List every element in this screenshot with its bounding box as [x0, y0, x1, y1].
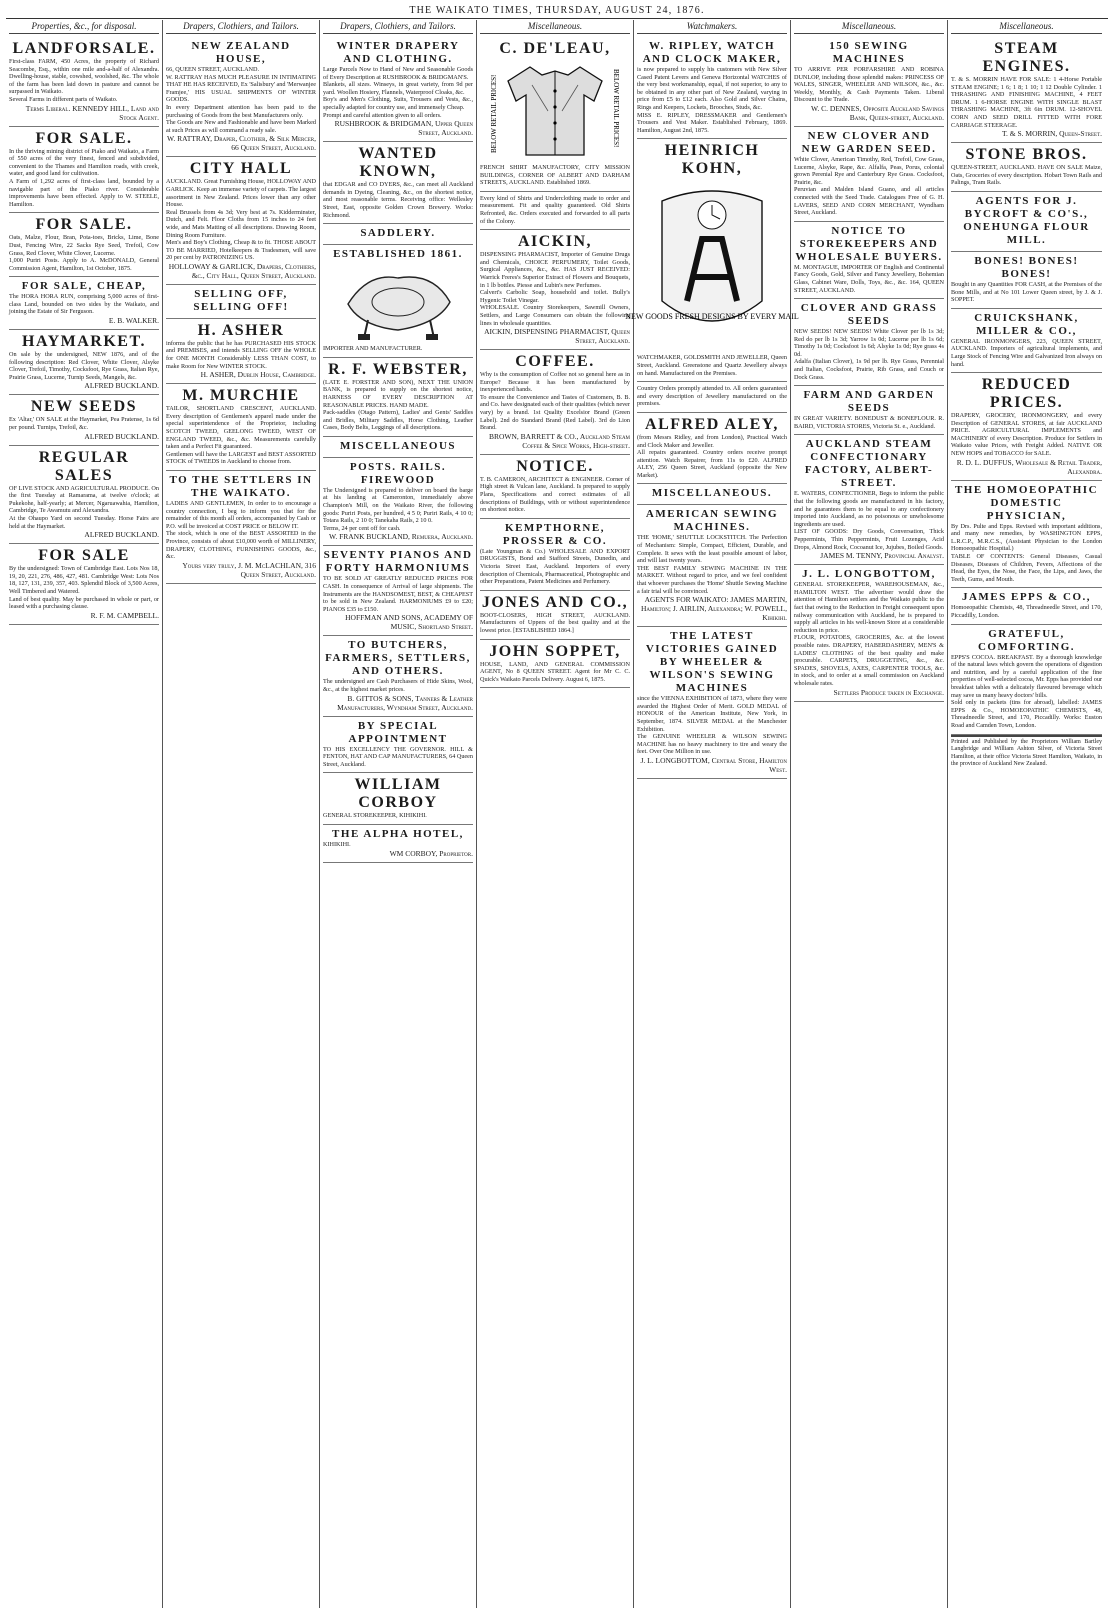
- ad-text: Real Brussels from 4s 3d; Very best at 7s. Kidderminster, Dutch, and Felt. Floor Cloths from 15 inches to 24 feet wide, and Mats Matting of all descriptions. Drawing Room, Dining Room Furniture.: [166, 208, 316, 239]
- advertisement: [166, 471, 316, 584]
- ad-text: Adalfa (Italian Clover), 1s 9d per lb. Rye Grass, Perennial and Italian, Cocksfoot, Prairie, Rib Grass, and Couch or Dock Grass.: [794, 358, 944, 381]
- ad-text: Large Parcels Now to Hand of New and Seasonable Goods of Every Description at RUSHBROOK & BRIDGMAN'S.: [323, 66, 473, 81]
- ad-text: In every Department attention has been paid to the purchasing of Goods from the best Manufacturers only.: [166, 103, 316, 119]
- ad-text: The Undersigned is prepared to deliver on board the barge at his landing at Cameronton, immediately above Champion's Mill, on the Waikato River, the following goods: Puriri Posts, per hundred, 4 5 0; Puriri Rails, 4 10 0; Totara Rails, 2 10 0; Tanekaha Rails, 2 10 0.: [323, 486, 473, 525]
- ad-text: TABLE OF CONTENTS: General Diseases, Casual Diseases, Diseases of Children, Fevers, Affections of the Head, the Eyes, the Nose, the Face, the Lips, and Jaws, the Teeth, Gums, and Mouth.: [951, 553, 1102, 583]
- ad-title: FOR SALE, CHEAP,: [21, 280, 147, 293]
- column-1: [6, 20, 163, 1608]
- ad-signature: ALFRED BUCKLAND.: [84, 381, 159, 391]
- ad-text: GENERAL IRONMONGERS, 223, QUEEN STREET, AUCKLAND. Importers of agricultural implements, and Large Stock of Fencing Wire and Galvanized Iron always on hand.: [951, 337, 1102, 368]
- ad-text: IMPORTER AND MANUFACTURER.: [323, 345, 423, 353]
- advertisement: [637, 413, 787, 485]
- ad-title: SELLING OFF, SELLING OFF!: [193, 287, 289, 313]
- ad-signature: HOFFMAN AND SONS, ACADEMY OF MUSIC, Shortland Street.: [345, 613, 473, 632]
- column-7: [948, 20, 1105, 1608]
- ad-title: W. RIPLEY, WATCH AND CLOCK MAKER,: [642, 40, 782, 65]
- ad-text: In the thriving mining district of Piako and Waikato, a Farm of 550 acres of the very finest, fenced and subdivided, convenient to the Thames and Hamilton roads, with creek, water, and good land for cultivation.: [9, 147, 159, 178]
- advertisement: [323, 773, 473, 825]
- advertisement: [794, 222, 944, 299]
- ad-signature: WM CORBOY, Proprietor.: [389, 848, 473, 858]
- ad-text: that EDGAR and CO DYERS, &c., can meet all Auckland demands in Dyeing, Cleaning, &c., on the shortest notice, and most reasonable terms. Receiving office: Wellesley Street, East, opposite Golden Crown Brewery. Works: Richmond.: [323, 181, 473, 219]
- advertisement: [323, 245, 473, 358]
- ad-text: WATCHMAKER, GOLDSMITH AND JEWELLER, Queen Street, Auckland. Greenstone and Quartz Jewellery always on hand. Manufactured on the Premises.: [637, 354, 787, 377]
- advertisement: [9, 446, 159, 545]
- ad-text: (LATE E. FORSTER AND SON), NEXT THE UNION BANK, is prepared to supply on the shortest notice, HARNESS OF EVERY DESCRIPTION AT REASONABLE PRICES. HAND MADE.: [323, 378, 473, 409]
- advertisement: [637, 382, 787, 413]
- ad-title: JAMES EPPS & CO.,: [961, 591, 1092, 604]
- ad-text: Prompt and careful attention given to all orders.: [323, 111, 442, 119]
- ad-title: THE HOMOEOPATHIC DOMESTIC PHYSICIAN,: [954, 483, 1099, 522]
- ad-text: Sold only in packets (tins for abroad), labelled: JAMES EPPS & Co., HOMOEOPATHIC CHEMISTS, 48, Threadneedle Street, and 170, Piccadilly. Works: Euston Road and Camden Town, London.: [951, 699, 1102, 729]
- ad-text: since the VIENNA EXHIBITION of 1873, where they were awarded the Highest Order of Merit. GOLD MEDAL of HONOUR of the American Institute, New York, in September, 1874. SILVER MEDAL at the Manchester Exhibition.: [637, 695, 787, 733]
- ad-signature: W. FRANK BUCKLAND, Remuera, Auckland.: [328, 532, 473, 542]
- ad-signature: ALFRED BUCKLAND.: [84, 530, 159, 540]
- ad-text: KIHIKIHI.: [323, 840, 351, 848]
- ad-text: Every kind of Shirts and Underclothing made to order and measurement. Fit and quality guaranteed. Old Shirts Refronted, &c. Orders executed and forwarded to all parts of the Colony.: [480, 194, 630, 225]
- advertisement: [480, 640, 630, 689]
- ad-text: informs the public that he has PURCHASED HIS STOCK and PREMISES, and intends SELLING OFF the WHOLE for ONE MONTH Considerably LESS THAN COST, to make Room for New WINTER STOCK.: [166, 339, 316, 370]
- ad-text: Ex 'Altar,' ON SALE at the Haymarket, Pea Pratense, 1s 6d per pound. Turnips, Trefoil, &c.: [9, 416, 159, 432]
- ad-text: BOOT-CLOSERS, HIGH STREET, AUCKLAND. Manufacturers of Uppers of the best quality and at the lowest price. [ESTABLISHED 1864.]: [480, 611, 630, 634]
- ad-signature: BROWN, BARRETT & CO., Auckland Steam Coffee & Spice Works, High-street.: [489, 431, 630, 450]
- ad-text: GENERAL STOREKEEPER, KIHIKIHI.: [323, 812, 427, 820]
- ad-text: First-class FARM, 450 Acres, the property of Richard Seacombe, Esq., within one mile and-a-half of Alexandra. Dwelling-house, stable, cowshed, woolshed, &c. The whole of the farm has been laid down in pasture and cannot be surpassed in Waikato.: [9, 58, 159, 96]
- column-heading: Drapers, Clothiers, and Tailors.: [323, 20, 473, 34]
- ad-title: ESTABLISHED 1861.: [333, 248, 463, 261]
- advertisement: [951, 309, 1102, 373]
- ad-title: 150 SEWING MACHINES: [829, 40, 909, 65]
- advertisement: [323, 636, 473, 716]
- ad-text: Peruvian and Malden Island Guano, and all articles connected with the Seed Trade. Catalogues Free of G. H. LAVERS, SEED AND CORN MERCHANT, Wyndham Street, Auckland.: [794, 186, 944, 217]
- ad-title: C. DE'LEAU,: [499, 40, 611, 57]
- ad-title: WINTER DRAPERY AND CLOTHING.: [336, 40, 460, 65]
- column-3: [320, 20, 477, 1608]
- ad-title: WANTED KNOWN,: [358, 145, 438, 181]
- ad-text: (Late Youngman & Co.) WHOLESALE AND EXPORT DRUGGISTS, Bond and Stafford Streets, Dunedin, and Victoria Street East, Auckland. Importers of every description of Chemicals, Pharmaceutical, Photographic and other Preparations, Patent Medicines and Perfumery.: [480, 547, 630, 586]
- ad-title: FOR SALE.: [35, 216, 133, 234]
- advertisement: [794, 386, 944, 435]
- advertisement: [794, 127, 944, 222]
- ad-text: AUCKLAND. Great Furnishing House, HOLLOWAY AND GARLICK. Keep an immense variety of carpets. The largest assortment in New Zealand. Prices lower than any other House.: [166, 178, 316, 209]
- ad-text: Calvert's Carbolic Soap, household and toilet. Bully's Hygenic Toilet Vinegar.: [480, 289, 630, 304]
- ad-title: AICKIN,: [517, 233, 593, 251]
- ad-text: All repairs guaranteed. Country orders receive prompt attention. Watch Repairer, from 11s to £20. ALFRED ALEY, 256 Queen Street, Auckland (opposite the New Market).: [637, 449, 787, 479]
- ad-text: EPPS'S COCOA. BREAKFAST. By a thorough knowledge of the natural laws which govern the operations of digestion and nutrition, and by a careful application of the fine properties of well-selected cocoa, Mr. Epps has provided our breakfast tables with a delicately flavoured beverage which may save us many heavy doctors' bills.: [951, 653, 1102, 699]
- ad-text: LADIES AND GENTLEMEN, In order to to encourage a country connection, I beg to inform you that for the remainder of this month all orders, accompanied by Cash or P.O. will be invoiced at COST PRICE or BELOW IT.: [166, 500, 316, 530]
- advertisement: [794, 565, 944, 701]
- newspaper-page: [6, 4, 1108, 1608]
- advertisement: [323, 142, 473, 224]
- column-heading: Miscellaneous.: [951, 20, 1102, 34]
- advertisement: [166, 384, 316, 471]
- ad-text: To ensure the Convenience and Tastes of Customers, B. B. and Co. have designated each of their qualities (which never vary) by a brand. 1st Quality Excelsior Brand (Green Label). 2nd do Standard Brand (Red Label). 3rd do Lion Brand.: [480, 393, 630, 432]
- ad-text: TAILOR, SHORTLAND CRESCENT, AUCKLAND. Every description of Gentlemen's apparel made under the special superintendence of the Proprietor, including SCOTCH TWEED, GEELONG TWEED, WEST OF ENGLAND TWEED, &c., &c. Measurements carefully taken and a Perfect Fit guaranteed.: [166, 405, 316, 451]
- ad-signature: E. B. WALKER.: [108, 316, 159, 326]
- ad-text: Men's and Boy's Clothing, Cheap & to fit. THOSE ABOUT TO BE MARRIED, Hotelkeepers & Tradesmen, will save 20 per cent by PATRONIZING US.: [166, 239, 316, 262]
- ad-text: Country Orders promptly attended to. All orders guaranteed and every description of Jewellery manufactured on the premises.: [637, 385, 787, 408]
- ad-text: TO BE SOLD AT GREATLY REDUCED PRICES FOR CASH. In consequence of Arrival of large shipments. The Instruments are the HANDSOMEST, BEST, & CHEAPEST to be sold in New Zealand. HARMONIUMS £9 to £20; PIANOS £35 to £150.: [323, 575, 473, 613]
- ad-text: Land of best quality. May be purchased in whole or part, or leased with a purchasing clause.: [9, 595, 159, 611]
- advertisement: [951, 588, 1102, 624]
- ad-text: The GENUINE WHEELER & WILSON SEWING MACHINE has no heavy machinery to tire and weary the feet. Over One Million in use.: [637, 733, 787, 756]
- ad-text: The undersigned are Cash Purchasers of Hide Skins, Wool, &c., at the highest market prices.: [323, 678, 473, 693]
- column-heading: Drapers, Clothiers, and Tailors.: [166, 20, 316, 34]
- ad-text: The Goods are New and Fashionable and have been Marked at such Prices as will command a ready sale.: [166, 119, 316, 134]
- ad-signature: W. C. DENNES, Opposite Auckland Savings Bank, Queen-street, Auckland.: [811, 103, 944, 122]
- ad-title: NEW SEEDS: [30, 398, 138, 416]
- ad-title: NEW ZEALAND HOUSE,: [191, 40, 291, 65]
- ad-text: HOUSE, LAND, AND GENERAL COMMISSION AGENT, No 8 QUEEN STREET. Agent for Mr C. C. Quick's Waikato Parcels Delivery. August 6, 1875.: [480, 660, 630, 683]
- advertisement: [9, 277, 159, 330]
- advertisement: [794, 299, 944, 386]
- advertisement: [9, 330, 159, 395]
- ad-title: FOR SALE: [38, 547, 130, 565]
- ad-title: NEW CLOVER AND NEW GARDEN SEED.: [801, 129, 937, 155]
- ad-text: T. B. CAMERON, ARCHITECT & ENGINEER. Corner of High street & Vulcan lane, Auckland. Is prepared to supply Plans, Specifications and correct estimates of all descriptions of Buildings, with or without superintendence on shortest notice.: [480, 475, 630, 514]
- ad-text: The stock, which is one of the BEST ASSORTED in the Province, consists of about £10,000 worth of MILLINERY, DRAPERY, CLOTHING, FURNISHING GOODS, &c., &c.: [166, 530, 316, 561]
- ad-title: WILLIAM CORBOY: [354, 776, 442, 812]
- column-heading: Miscellaneous.: [794, 20, 944, 34]
- advertisement: [951, 192, 1102, 252]
- ad-text: LIST OF GOODS: Dry Goods, Conversation, Thick Peppermints, Thin Peppermints, Fruit Lozenges, Acid Drops, Almond Rock, Cocoanut Ice, Jujubes, Boiled Goods.: [794, 528, 944, 551]
- advertisement: [951, 143, 1102, 192]
- advertisement: [166, 319, 316, 384]
- ad-text: TO ARRIVE PER FORFARSHIRE AND ROBINA DUNLOP, including those splendid makes: PRINCESS OF WALES, SINGER, WHEELER AND WILSON, &c., &c. Weekly, Monthly, & Cash Payments Taken. Liberal Discount to the Trade.: [794, 66, 944, 104]
- ad-text: Boy's and Men's Clothing, Suits, Trousers and Vests, &c., specially adapted for country use, and immensely Cheap.: [323, 96, 473, 111]
- ad-title: BONES! BONES! BONES!: [974, 254, 1079, 280]
- ad-title: COFFEE.: [515, 353, 595, 371]
- ad-text: By Drs. Pulte and Epps. Revised with important additions, and many new remedies, by WASHINGTON EPPS, L.R.C.P., M.R.C.S., (Assistant Physician to the London Homoeopathic Hospital.): [951, 522, 1102, 553]
- shirt-illustration: [490, 61, 620, 161]
- ad-text: FLOUR, POTATOES, GROCERIES, &c. at the lowest possible rates. DRAPERY, HABERDASHERY, MEN'S & LADIES' CLOTHING of the best quality and make procurable. CARPETS, DRUGGETING, &c., &c. SPADES, SHOVELS, AXES, CARPENTER TOOLS, &c. in stock, and to order at a small commission on Auckland wholesale rates.: [794, 634, 944, 687]
- ad-title: LANDFORSALE.: [12, 40, 156, 57]
- ad-title: ALFRED ALEY,: [645, 415, 779, 433]
- ad-signature: R. D. L. DUFFUS, Wholesale & Retail Trader, Alexandra.: [956, 457, 1102, 476]
- advertisement: [794, 435, 944, 565]
- ad-title: MISCELLANEOUS: [339, 439, 457, 452]
- ad-signature: ALFRED BUCKLAND.: [84, 431, 159, 441]
- ad-text: On sale by the undersigned, NEW 1876, and of the following description: Red Clover, White Clover, Alsyke Clover, Trefoil, Timothy, Cocksfoot, Rye Grass, Italian Rye, Prairie Grass, Lucerne, Turnip Seeds, Mangels, &c.: [9, 351, 159, 381]
- ad-text: Terms, 24 per cent off for cash.: [323, 524, 401, 532]
- ad-title: STEAM ENGINES.: [982, 40, 1071, 75]
- advertisement: [951, 37, 1102, 143]
- ad-title: JOHN SOPPET,: [489, 642, 621, 660]
- ad-text: 1,000 Puriri Posts. Apply to A. McDONALD, General Commission Agent, Hamilton, 1st October, 1875.: [9, 257, 159, 272]
- advertisement: [323, 437, 473, 458]
- advertisement: [9, 37, 159, 127]
- advertisement: [9, 395, 159, 445]
- advertisement: [480, 350, 630, 455]
- advertisement: [166, 285, 316, 319]
- ad-title: J. L. LONGBOTTOM,: [802, 568, 936, 581]
- ad-title: THE LATEST VICTORIES GAINED BY WHEELER & WILSON'S SEWING MACHINES: [645, 630, 779, 695]
- ad-title: NOTICE.: [516, 457, 594, 475]
- ad-text: is now prepared to supply his customers with New Silver Cased Patent Levers and Geneva Horizontal WATCHES of the very best workmanship, equal, if not superior, to any to be obtained in any other part of New Zealand, varying in price from £5 to £12 each. Also Gold and Silver Chains, Rings and Keepers, Lockets, Brooches, Studs, &c.: [637, 66, 787, 111]
- advertisement: [323, 224, 473, 245]
- ad-signature: AICKIN, DISPENSING PHARMACIST, Queen Street, Auckland.: [484, 327, 630, 346]
- ad-text: 66, QUEEN STREET, AUCKLAND.: [166, 66, 260, 73]
- ad-title: MISCELLANEOUS.: [651, 487, 773, 500]
- advertisement: [323, 358, 473, 437]
- ad-text: THE BEST FAMILY SEWING MACHINE IN THE MARKET. Without regard to price, and we feel confident that whoever purchases the 'Home' Shuttle Sewing Machine a fair trial will be convinced.: [637, 564, 787, 595]
- advertisement: [794, 37, 944, 127]
- ad-text: FRENCH SHIRT MANUFACTORY, CITY MISSION BUILDINGS, CORNER OF ALBERT AND DARHAM STREETS, AUCKLAND. Established 1869.: [480, 164, 630, 187]
- ad-title: REGULAR SALES: [38, 448, 130, 484]
- ad-text: MISS E. RIPLEY, DRESSMAKER and Gentlemen's Trousers and Vest Maker. Established February, 1869. Hamilton, August 2nd, 1875.: [637, 111, 787, 134]
- ad-text: DISPENSING PHARMACIST, Importer of Genuine Drugs and Chemicals, CHOICE PERFUMERY, Toilet Goods, Surgical Appliances, &c., &c. HAS JUST RECEIVED: Warrick Freres's Superior Extract of Flowers and Bouquets, in 1 lb bottles. Piesse and Lubin's new Perfumes.: [480, 251, 630, 289]
- ad-title: KEMPTHORNE, PROSSER & CO.: [502, 521, 608, 547]
- advertisement: [480, 230, 630, 350]
- advertisement: [323, 546, 473, 636]
- ad-title: NOTICE TO STOREKEEPERS AND WHOLESALE BUYERS.: [795, 224, 943, 263]
- ad-text: White Clover, American Timothy, Red, Trefoil, Cow Grass, Lucerne, Alsyke, Rape, &c. Alfalfa, Peas, Porus, colonial grown Perenial Rye and Canterbury Rye Grass. Cocksfoot, Prairie, &c.: [794, 155, 944, 186]
- ad-text: Bought in any Quantities FOR CASH, at the Premises of the Bone Mills, and at No 101 Lower Queen street, by J. & J. SOPPET.: [951, 280, 1102, 304]
- ad-title: R. F. WEBSTER,: [328, 360, 468, 378]
- ad-text: The HORA HORA RUN, comprising 5,000 acres of first-class Land, bounded on two sides by the Waikato, and joining the Estate of Sir Ferguson.: [9, 293, 159, 316]
- column-2: [163, 20, 320, 1608]
- ad-title: M. MURCHIE: [182, 387, 300, 405]
- ad-text: TO HIS EXCELLENCY THE GOVERNOR. HILL & FENTON, HAT AND CAP MANUFACTURERS, 64 Queen Street, Auckland.: [323, 745, 473, 768]
- ad-signature: R. F. M. CAMPBELL.: [90, 610, 159, 620]
- ad-text: Why is the consumption of Coffee not so general here as in Europe? Because it has been manufactured by inexperienced hands.: [480, 371, 630, 394]
- ad-title: GRATEFUL, COMFORTING.: [977, 627, 1076, 653]
- side-caption-right: BELOW RETAIL PRICES!: [612, 69, 620, 148]
- ad-signature: Terms Liberal. KENNEDY HILL, Land and Stock Agent.: [25, 103, 159, 122]
- ad-text: GENERAL STOREKEEPER, WAREHOUSEMAN, &c., HAMILTON WEST. The advertiser would draw the attention of Hamilton settlers and the Waikato public to the fact that owing to the Reduction in Freight consequent upon railway communication with Auckland, he is prepared to supply all articles in his well-known Store at a considerable reduction in price.: [794, 581, 944, 634]
- advertisement: [9, 544, 159, 625]
- column-heading: Watchmakers.: [637, 20, 787, 34]
- ad-title: AMERICAN SEWING MACHINES.: [645, 508, 779, 534]
- ad-text: THE 'HOME,' SHUTTLE LOCKSTITCH. The Perfection of Mechanism: Simple, Compact, Efficient, Durable, and Complete. It sews with the least possible amount of labor, and will last twenty years.: [637, 534, 787, 565]
- column-heading: Miscellaneous.: [480, 20, 630, 34]
- ad-title: H. ASHER: [197, 321, 285, 339]
- ad-text: IN GREAT VARIETY. BONEDUST & BONEFLOUR. R. BAIRD, VICTORIA STORES, Victoria St. e., Auckland.: [794, 415, 944, 430]
- ad-signature: T. & S. MORRIN, Queen-Street.: [1002, 129, 1102, 139]
- ad-title: CLOVER AND GRASS SEEDS: [800, 302, 938, 328]
- ad-text: M. MONTAGUE, IMPORTER OF English and Continental Fancy Goods, Gold, Silver and Fancy Jewellery, Bohemian Glass, Cabinet Ware, Dolls, Toys, &c., &c. 164, QUEEN STREET, AUCKLAND.: [794, 263, 944, 294]
- column-5: [625, 20, 799, 1608]
- ad-signature: Settlers Produce taken in Exchange.: [833, 687, 944, 697]
- ad-title: TO BUTCHERS, FARMERS, SETTLERS, AND OTHERS.: [325, 639, 471, 678]
- ad-text: T. & S. MORRIN HAVE FOR SALE: 1 4-Horse Portable STEAM ENGINE; 1 6; 1 8; 1 10; 1 12 Double Cylinder. 1 THRASHING AND FINISHING MACHINE, 4 FEET DRUM. 1 6-HORSE ENGINE WITH SINGLE BLAST THRASHING MACHINE, 3ft 6in DRUM. 12-SHOVEL CORN AND SEED DRILL FITTED WITH FORE CARRIAGE STEERAGE.: [951, 76, 1102, 129]
- publisher-imprint: Printed and Published by the Proprietors William Bartley Langbridge and William Ashton Silver, of Victoria Street Hamilton, at their office Victoria Street Hamilton, Waikato, in the province of Auckland New Zealand.: [951, 735, 1102, 769]
- ad-signature: B. GITTOS & SONS, Tanners & Leather Manufacturers, Wyndham Street, Auckland.: [337, 693, 473, 712]
- ad-signature: AGENTS FOR WAIKATO: JAMES MARTIN, Hamilton; J. AIRLIN, Alexandra; W. POWELL, Kihikihi.: [640, 595, 787, 623]
- ad-text: OF LIVE STOCK AND AGRICULTURAL PRODUCE. On the first Tuesday at Ramarama, at twelve o'clock; at Pukekohe, half-yearly; at Mercer, Ngaruawahia, Hamilton, Cambridge, Te Awamutu and Alexandra.: [9, 484, 159, 515]
- advertisement: [951, 625, 1102, 735]
- advertisement: [951, 481, 1102, 589]
- ad-title: CITY HALL: [189, 160, 293, 178]
- ad-text: A Farm of 1,292 acres of first-class land, bounded by a navigable part of the Piako river. Considerable improvements have been effected. Apply to W. STEELE, Hamilton.: [9, 177, 159, 208]
- ad-title: CRUICKSHANK, MILLER & CO.,: [974, 311, 1079, 337]
- ad-text: Pack-saddles (Otago Pattern), Ladies' and Gents' Saddles and Bridles, Military Saddles, Horse Clothing, Leather Cases, Body Belts, Leggings of all descriptions.: [323, 409, 473, 432]
- advertisement: [480, 192, 630, 230]
- advertisement: [323, 37, 473, 142]
- column-4: [477, 20, 634, 1608]
- advertisement: [323, 825, 473, 863]
- ad-signature: JAMES M. TENNY, Provincial Analyst.: [820, 551, 944, 561]
- ad-text: (from Messrs Ridley, and from London), Practical Watch and Clock Maker and Jeweller.: [637, 433, 787, 449]
- ad-title: TO THE SETTLERS IN THE WAIKATO.: [169, 474, 313, 499]
- ad-text: By the undersigned: Town of Cambridge East. Lots Nos 18, 19, 20, 221, 276, 486, 427, 481. Cambridge West: Lots Nos 18, 127, 131, 239, 357, 403. Splendid Block of 3,500 Acres, Well Timbered and Watered.: [9, 565, 159, 595]
- ad-text: At the Ohaupo Yard on second Tuesday. Horse Fairs are held at the Haymarket.: [9, 515, 159, 530]
- advertisement: [9, 213, 159, 277]
- advertisement: [323, 458, 473, 547]
- column-heading: Properties, &c., for disposal.: [9, 20, 159, 34]
- ad-title: THE ALPHA HOTEL,: [332, 827, 464, 840]
- ad-title: FOR SALE.: [35, 129, 133, 147]
- ad-text: DRAPERY, GROCERY, IRONMONGERY, and every Description of GENERAL STORES, at fair AUCKLAND PRICE. AGRICULTURAL IMPLEMENTS and MACHINERY of every Description. Produce for Settlers in Waikato value Prices, with Freight Added. NATIVE OR NEW HOPS and TOBACCO for SALE.: [951, 412, 1102, 458]
- advertisement: [166, 37, 316, 157]
- ad-text: Several Farms in different parts of Waikato.: [9, 95, 118, 103]
- ad-title: REDUCED PRICES.: [981, 376, 1072, 412]
- ad-text: Homoeopathic Chemists, 48, Threadneedle Street, and 170, Piccadilly, London.: [951, 604, 1102, 619]
- ad-title: SEVENTY PIANOS AND FORTY HARMONIUMS: [323, 549, 473, 575]
- advertisement: [951, 252, 1102, 309]
- ad-text: E. WATERS, CONFECTIONER, Begs to inform the public that the following goods are manufactured in his factory, and he guarantees them to be equal to any confectionery imported into Auckland, as no poisonous or unwholesome ingredients are used.: [794, 490, 944, 528]
- ad-title: AUCKLAND STEAM CONFECTIONARY FACTORY, ALBERT-STREET.: [804, 438, 934, 490]
- masthead: THE WAIKATO TIMES, THURSDAY, AUGUST 24, 1876.: [6, 4, 1108, 19]
- advertisement: [480, 455, 630, 519]
- ad-text: Oats, Malze, Flour, Bran, Pota-toes, Bricks, Lime, Bone Dust, Fencing Wire, 22 Sacks Rye Seed, Trefoil, Cow Grass, Red Clover, White Clover, Lucerne.: [9, 234, 159, 257]
- advertisement: [9, 127, 159, 214]
- advertisement: [637, 505, 787, 627]
- column-6: [791, 20, 948, 1608]
- ad-title: FARM AND GARDEN SEEDS: [803, 389, 935, 415]
- ad-title: BY SPECIAL APPOINTMENT: [348, 719, 448, 745]
- advertisement: [637, 37, 787, 139]
- shield-caption: NEW GOODS FRESH DESIGNS BY EVERY MAIL: [625, 312, 799, 322]
- advertisement: [323, 717, 473, 774]
- ad-signature: HOLLOWAY & GARLICK, Drapers, Clothiers, &c., City Hall, Queen Street, Auckland.: [168, 261, 316, 280]
- ad-signature: Yours very truly, J. M. McLACHLAN, 316 Queen Street, Auckland.: [182, 560, 316, 579]
- ad-text: QUEEN-STREET, AUCKLAND. HAVE ON SALE Maize, Oats, Groceries of every description. Hobart Town Rails and Palings, Tram Rails.: [951, 164, 1102, 187]
- advertisement: [951, 373, 1102, 481]
- ad-title: HAYMARKET.: [22, 333, 146, 351]
- ad-title: HEINRICH KOHN,: [664, 142, 760, 178]
- ad-text: Blankets, all sizes. Winseys, in great variety, from 9d per yard. Woollen Hosiery, Flannels, Waterproof Cloaks, &c.: [323, 81, 473, 96]
- advertisement: [637, 627, 787, 779]
- ad-title: SADDLERY.: [360, 227, 436, 240]
- ad-title: JONES AND CO.,: [481, 593, 629, 611]
- ad-signature: H. ASHER, Dublin House, Cambridge.: [200, 370, 316, 380]
- advertisement: [166, 157, 316, 285]
- side-caption-left: BELOW RETAIL PRICES!: [490, 74, 498, 153]
- ad-signature: W. RATTRAY, Draper, Clothier, & Silk Mercer, 66 Queen Street, Auckland.: [167, 134, 316, 153]
- ad-text: WHOLESALE. Country Storekeepers, Sawmill Owners, Settlers, and Large Consumers can obtain the following lines in wholesale quantities.: [480, 304, 630, 327]
- advertisement: [480, 519, 630, 591]
- ad-title: POSTS. RAILS. FIREWOOD: [349, 460, 447, 486]
- ad-text: NEW SEEDS! NEW SEEDS! White Clover per lb 1s 3d; Red do per lb 1s 3d; Yarrow 1s 0d; Lucerne per lb 1s 6d; Timothy 1s 0d; Cocksfoot 1s 6d; Alsyke 1s 0d; Rye grass 4s 0d.: [794, 328, 944, 358]
- ad-text: Gentlemen will have the LARGEST and BEST ASSORTED STOCK of TWEEDS in Auckland to choose from.: [166, 450, 316, 466]
- ad-signature: J. L. LONGBOTTOM, Central Store, Hamilton West.: [640, 755, 787, 774]
- advertisement: [480, 37, 630, 192]
- ad-title: AGENTS FOR J. BYCROFT & CO'S., ONEHUNGA FLOUR MILL.: [963, 194, 1090, 246]
- ad-signature: RUSHBROOK & BRIDGMAN, Upper Queen Street, Auckland.: [334, 119, 473, 138]
- clock-shield-illustration: [625, 181, 799, 351]
- saddle-illustration: [338, 264, 458, 342]
- advertisement: [480, 591, 630, 640]
- ad-text: W. RATTRAY HAS MUCH PLEASURE IN INTIMATING THAT HE HAS RECEIVED, Ex 'Salisbury' and 'Merwanjee Framjee,' HIS USUAL SHIPMENTS OF WINTER GOODS.: [166, 73, 316, 104]
- advertisement: [637, 484, 787, 505]
- advertisement: [625, 139, 799, 382]
- columns: [6, 20, 1108, 1608]
- ad-title: STONE BROS.: [965, 146, 1088, 164]
